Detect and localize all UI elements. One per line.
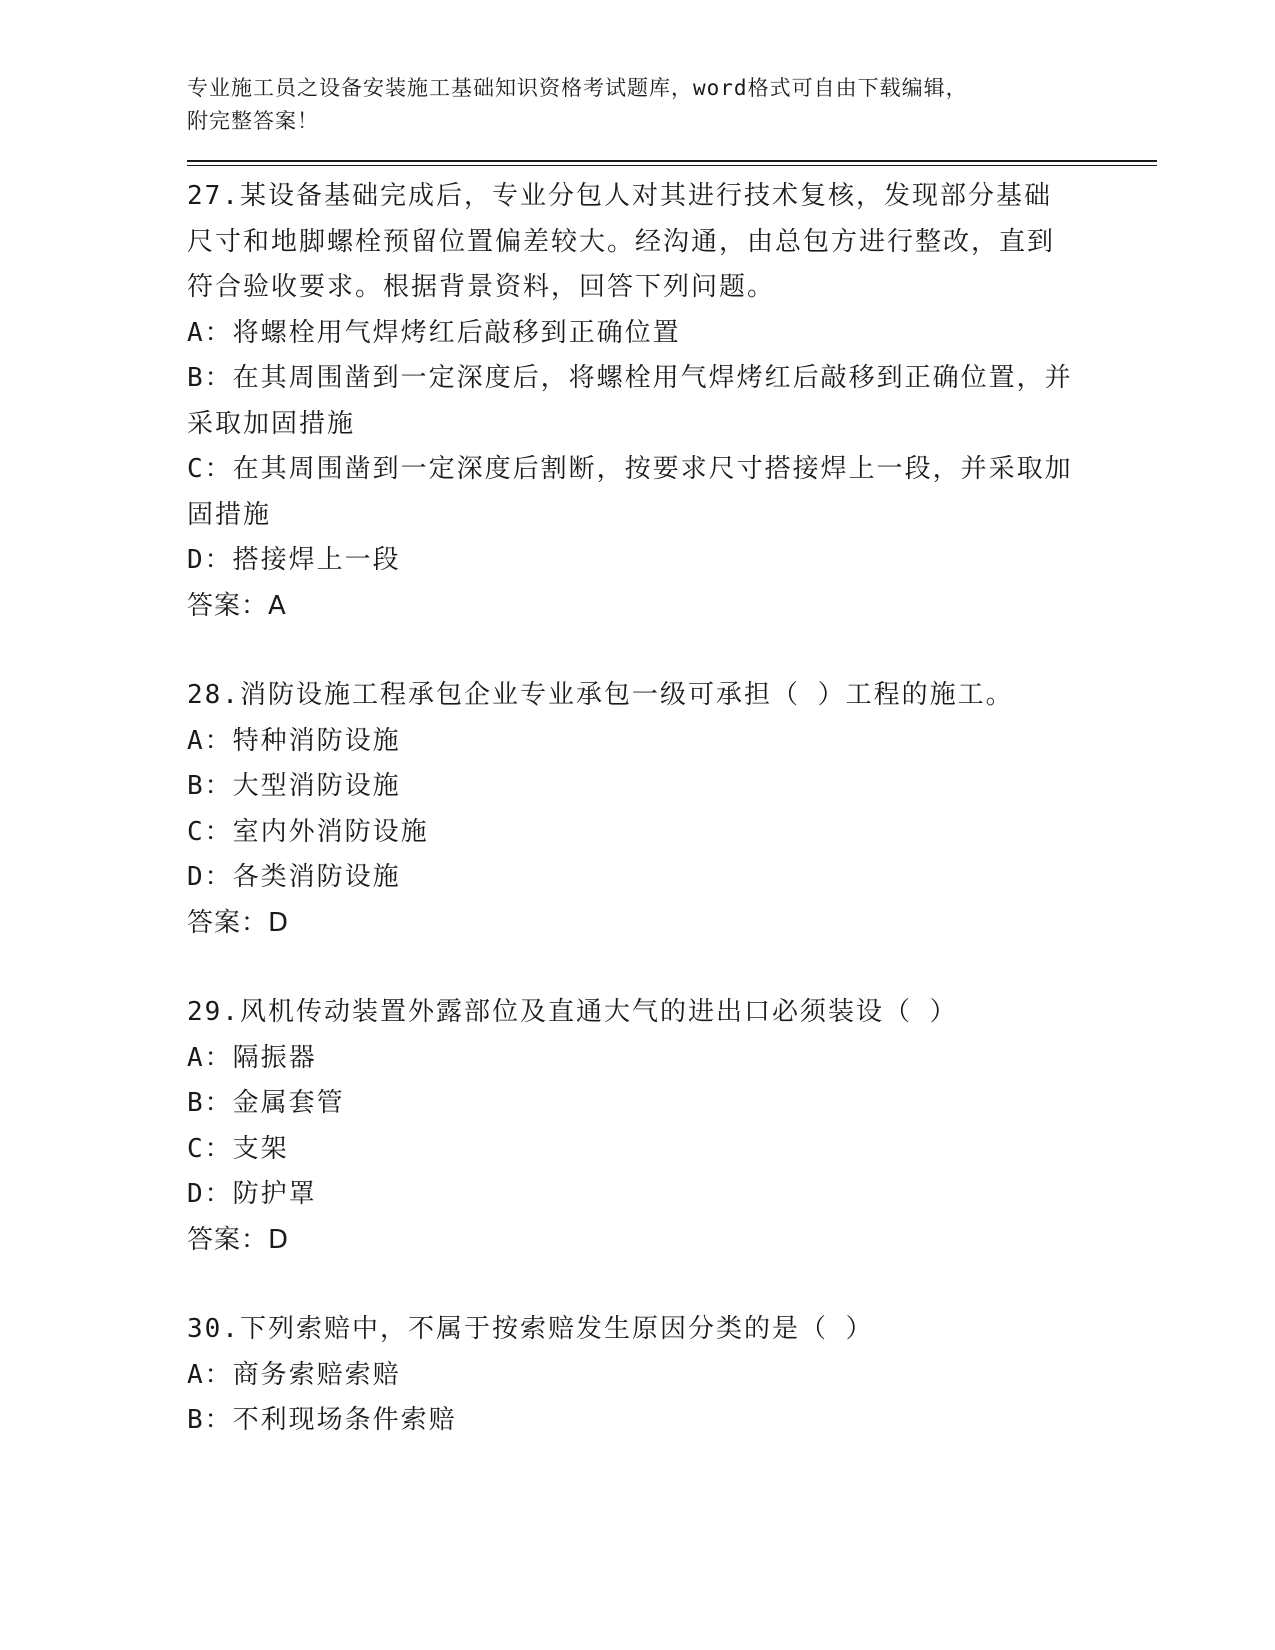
answer-label: 答案：D: [187, 907, 290, 938]
question-28: [187, 673, 1157, 946]
question-29: [187, 990, 1157, 1263]
answer-label: 答案：A: [187, 590, 287, 621]
question-stem: 28.消防设施工程承包企业专业承包一级可承担（ ）工程的施工。: [187, 680, 1014, 710]
option-b: B：不利现场条件索赔: [187, 1405, 457, 1435]
question-stem: 29.风机传动装置外露部位及直通大气的进出口必须装设（ ）: [187, 997, 958, 1027]
document-page: [187, 72, 1157, 1488]
header-line-2: 附完整答案！: [187, 109, 319, 133]
option-d: D：防护罩: [187, 1179, 317, 1209]
question-list: [187, 174, 1157, 1444]
header-divider-thin: [187, 165, 1157, 166]
header-line-1: 专业施工员之设备安装施工基础知识资格考试题库，word格式可自由下载编辑，: [187, 76, 968, 100]
answer-label: 答案：D: [187, 1224, 290, 1255]
document-header: [187, 72, 1067, 138]
option-c: C：在其周围凿到一定深度后割断，按要求尺寸搭接焊上一段，并采取加固措施: [187, 454, 1073, 530]
header-divider: [187, 160, 1157, 162]
option-b: B：在其周围凿到一定深度后，将螺栓用气焊烤红后敲移到正确位置，并采取加固措施: [187, 363, 1073, 439]
question-stem: 27.某设备基础完成后，专业分包人对其进行技术复核，发现部分基础尺寸和地脚螺栓预留位置偏差较大。经沟通，由总包方进行整改，直到符合验收要求。根据背景资料，回答下列问题。: [187, 181, 1056, 302]
option-a: A：将螺栓用气焊烤红后敲移到正确位置: [187, 317, 681, 348]
option-a: A：特种消防设施: [187, 725, 401, 756]
option-c: C：室内外消防设施: [187, 816, 429, 847]
option-b: B：金属套管: [187, 1088, 345, 1118]
question-stem: 30.下列索赔中，不属于按索赔发生原因分类的是（ ）: [187, 1314, 874, 1344]
option-d: D：各类消防设施: [187, 862, 401, 892]
option-b: B：大型消防设施: [187, 771, 401, 801]
option-d: D：搭接焊上一段: [187, 545, 401, 575]
option-c: C：支架: [187, 1133, 289, 1164]
option-a: A：商务索赔索赔: [187, 1359, 401, 1390]
option-a: A：隔振器: [187, 1042, 317, 1073]
question-30: [187, 1307, 1157, 1444]
question-27: [187, 174, 1157, 629]
